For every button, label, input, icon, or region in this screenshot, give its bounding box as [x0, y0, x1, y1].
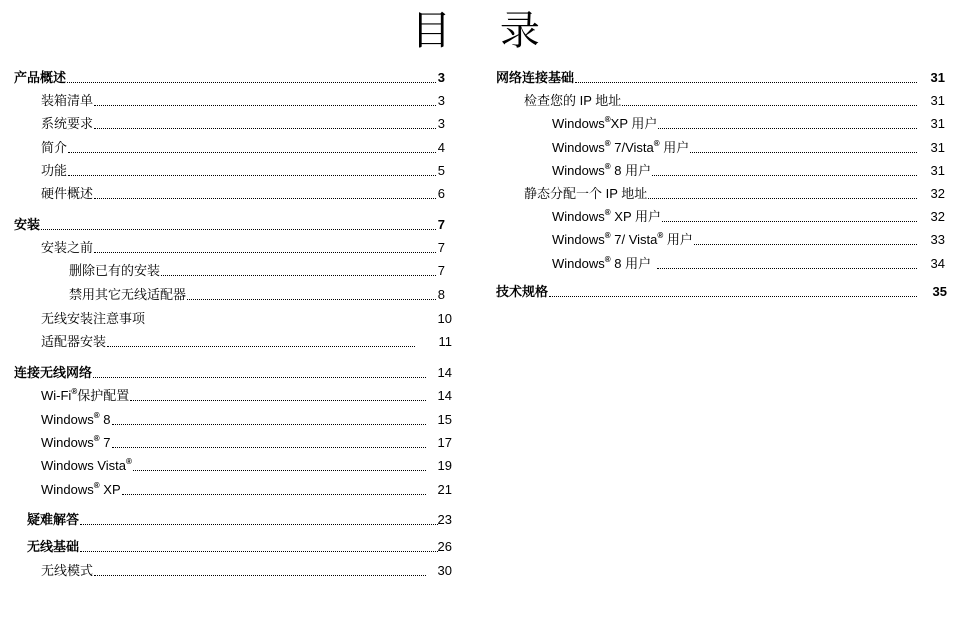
toc-entry-page: 31: [930, 140, 945, 155]
toc-entry-page: 14: [437, 365, 452, 380]
toc-entry-page: 11: [438, 334, 452, 349]
toc-entry-label: 无线基础: [27, 539, 80, 554]
toc-entry-page: 17: [437, 435, 452, 450]
dot-leader: [94, 105, 436, 106]
toc-entry-page: 7: [437, 217, 445, 232]
toc-entry-features[interactable]: [41, 162, 445, 180]
toc-entry-label: 系统要求: [41, 116, 94, 131]
dot-leader: [652, 175, 916, 176]
toc-entry-label: 装箱清单: [41, 93, 94, 108]
dot-leader: [94, 575, 426, 576]
toc-entry-introduction[interactable]: [41, 139, 445, 157]
toc-entry-page: 3: [437, 116, 445, 131]
toc-entry-windows-8[interactable]: [41, 411, 452, 429]
toc-entry-label: 网络连接基础: [496, 70, 575, 85]
dot-leader: [41, 229, 436, 230]
toc-entry-troubleshooting[interactable]: [27, 511, 452, 529]
toc-entry-static-ip-7-vista[interactable]: [552, 231, 945, 249]
toc-entry-label: Windows® 8: [41, 411, 111, 427]
toc-entry-page: 31: [930, 163, 945, 178]
toc-entry-page: 4: [437, 140, 445, 155]
toc-entry-static-ip-xp[interactable]: [552, 208, 945, 226]
toc-entry-label: 静态分配一个 IP 地址: [524, 186, 648, 201]
toc-entry-label: 安装之前: [41, 240, 94, 255]
dot-leader: [133, 470, 426, 471]
toc-entry-label: 无线安装注意事项: [41, 311, 146, 326]
toc-entry-label: Windows® 7: [41, 434, 111, 450]
toc-entry-page: 19: [437, 458, 452, 473]
dot-leader: [94, 252, 436, 253]
toc-entry-product-overview[interactable]: [14, 69, 445, 87]
toc-entry-wireless-considerations[interactable]: [41, 310, 452, 328]
toc-entry-label: 删除已有的安装: [69, 263, 161, 278]
toc-entry-windows-vista[interactable]: [41, 457, 452, 475]
toc-entry-label: 禁用其它无线适配器: [69, 287, 187, 302]
dot-leader: [80, 551, 438, 552]
dot-leader: [694, 244, 917, 245]
toc-entry-page: 23: [437, 512, 452, 527]
toc-entry-page: 21: [437, 482, 452, 497]
toc-entry-label: Windows® 8 用户: [552, 255, 652, 271]
toc-entry-label: 技术规格: [496, 284, 549, 299]
dot-leader: [690, 152, 916, 153]
toc-entry-page: 10: [437, 311, 452, 326]
dot-leader: [161, 275, 436, 276]
toc-entry-wifi-protected-setup[interactable]: [41, 387, 452, 405]
toc-entry-page: 32: [930, 186, 945, 201]
dot-leader: [130, 400, 425, 401]
toc-entry-label: Windows® 7/Vista® 用户: [552, 139, 690, 155]
toc-entry-system-requirements[interactable]: [41, 115, 445, 133]
toc-entry-check-ip-7-vista[interactable]: [552, 139, 945, 157]
toc-entry-page: 26: [437, 539, 452, 554]
dot-leader: [94, 198, 436, 199]
dot-leader: [112, 447, 426, 448]
toc-entry-windows-7[interactable]: [41, 434, 452, 452]
toc-entry-page: 7: [437, 240, 445, 255]
toc-entry-label: 适配器安装: [41, 334, 107, 349]
toc-entry-label: 安装: [14, 217, 41, 232]
dot-leader: [68, 175, 436, 176]
toc-entry-page: 34: [930, 256, 945, 271]
dot-leader: [68, 152, 436, 153]
toc-entry-page: 6: [437, 186, 445, 201]
toc-entry-page: 33: [930, 232, 945, 247]
toc-entry-connect-wireless[interactable]: [14, 364, 452, 382]
toc-entry-check-ip[interactable]: [524, 92, 945, 110]
toc-entry-page: 32: [930, 209, 945, 224]
toc-entry-wireless-basics[interactable]: [27, 538, 452, 556]
dot-leader: [67, 82, 436, 83]
toc-entry-page: 14: [437, 388, 452, 403]
dot-leader: [549, 296, 917, 297]
toc-entry-check-ip-8[interactable]: [552, 162, 945, 180]
toc-entry-label: Windows®XP 用户: [552, 115, 658, 131]
toc-entry-page: 8: [437, 287, 445, 302]
toc-entry-page: 31: [930, 116, 945, 131]
toc-entry-package-contents[interactable]: [41, 92, 445, 110]
toc-entry-hardware-overview[interactable]: [41, 185, 445, 203]
toc-entry-label: Windows Vista®: [41, 457, 132, 473]
toc-entry-page: 5: [437, 163, 445, 178]
dot-leader: [648, 198, 916, 199]
toc-entry-label: 无线模式: [41, 563, 94, 578]
toc-entry-label: 产品概述: [14, 70, 67, 85]
toc-entry-page: 3: [437, 70, 445, 85]
dot-leader: [122, 494, 426, 495]
toc-entry-disable-other-adapters[interactable]: [69, 286, 445, 304]
dot-leader: [622, 105, 916, 106]
toc-entry-static-ip-8[interactable]: [552, 255, 945, 273]
toc-entry-installation[interactable]: [14, 216, 445, 234]
toc-entry-wireless-modes[interactable]: [41, 562, 452, 580]
toc-entry-label: 功能: [41, 163, 68, 178]
toc-entry-networking-basics[interactable]: [496, 69, 945, 87]
dot-leader: [112, 424, 426, 425]
toc-entry-label: 疑难解答: [27, 512, 80, 527]
toc-entry-label: Windows® 8 用户: [552, 162, 652, 178]
dot-leader: [658, 128, 916, 129]
toc-entry-label: 简介: [41, 140, 68, 155]
toc-entry-label: 检查您的 IP 地址: [524, 93, 622, 108]
toc-entry-technical-specs[interactable]: [496, 283, 947, 301]
toc-entry-label: Windows® 7/ Vista® 用户: [552, 231, 693, 247]
toc-entry-page: 31: [930, 70, 945, 85]
toc-entry-label: Windows® XP: [41, 481, 121, 497]
toc-entry-windows-xp[interactable]: [41, 481, 452, 499]
toc-entry-adapter-installation[interactable]: [41, 333, 452, 351]
toc-entry-label: 连接无线网络: [14, 365, 93, 380]
toc-entry-label: Windows® XP 用户: [552, 208, 661, 224]
toc-entry-before-installation[interactable]: [41, 239, 445, 257]
dot-leader: [657, 268, 916, 269]
toc-entry-page: 30: [437, 563, 452, 578]
toc-entry-page: 35: [932, 284, 947, 299]
toc-entry-static-ip[interactable]: [524, 185, 945, 203]
dot-leader: [80, 524, 438, 525]
toc-entry-check-ip-xp[interactable]: [552, 115, 945, 133]
toc-entry-page: 7: [437, 263, 445, 278]
toc-entry-page: 31: [930, 93, 945, 108]
toc-entry-page: 3: [437, 93, 445, 108]
toc-entry-page: 15: [437, 412, 452, 427]
dot-leader: [575, 82, 917, 83]
dot-leader: [94, 128, 436, 129]
dot-leader: [187, 299, 436, 300]
toc-entry-remove-existing[interactable]: [69, 262, 445, 280]
toc-entry-label: 硬件概述: [41, 186, 94, 201]
dot-leader: [93, 377, 426, 378]
dot-leader: [107, 346, 414, 347]
toc-entry-label: Wi-Fi®保护配置: [41, 387, 130, 403]
dot-leader: [662, 221, 917, 222]
toc-title: 目 录: [411, 8, 558, 54]
